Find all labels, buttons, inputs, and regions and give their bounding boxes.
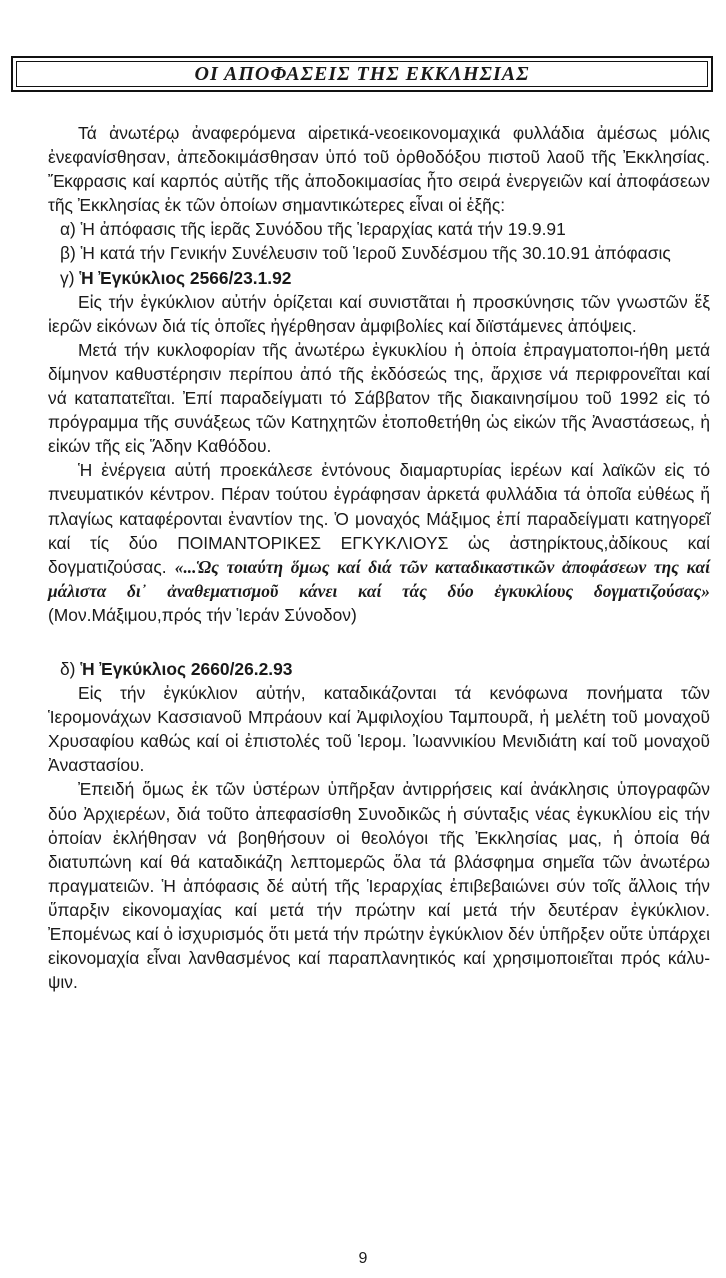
item-c [60,266,710,290]
item-d-prefix: δ) [60,658,81,679]
maximus-quote: «...Ὡς τοιαύτη ὅμως καί διά τῶν καταδικαστικῶν ἀποφάσεων της καί μάλιστα δι᾽ ἀναθεματισμοῦ κάνει καί τάς δύο ἐγκυκλίους δογματιζούσας» [48,556,710,601]
item-c-heading: Ἡ Ἐγκύκλιος 2566/23.1.92 [79,267,292,288]
page-number: 9 [358,1250,368,1267]
paragraph-d1: Εἰς τήν ἐγκύκλιον αὐτήν, καταδικάζονται τά κενόφωνα πονήματα τῶν Ἱερομονάχων Κασσιανοῦ Μπράουν καί Ἀμφιλοχίου Ταμπουρᾶ, ἡ μελέτη τοῦ μοναχοῦ Χρυσαφίου καθώς καί οἱ ἐπιστολές τοῦ Ἱερομ. Ἰωαννικίου Μενιδιάτη καί τοῦ μοναχοῦ Ἀναστασίου. [48,683,710,776]
item-b: β) Ἡ κατά τήν Γενικήν Συνέλευσιν τοῦ Ἱεροῦ Συνδέσμου τῆς 30.10.91 ἀπόφασις [60,243,671,264]
item-d [60,657,710,681]
item-a: α) Ἡ ἀπόφασις τῆς ἱερᾶς Συνόδου τῆς Ἱεραρχίας κατά τήν 19.9.91 [60,219,566,240]
paragraph-c2: Μετά τήν κυκλοφορίαν τῆς ἀνωτέρω ἐγκυκλίου ἡ ὁποία ἐπραγματοποι-ήθη μετά δίμηνον καθυστέρησιν περίπου ἀπό τῆς ἐκδόσεώς της, ἄρχισε νά περιφρονεῖται καί νά καταπατεῖται. Ἐπί παραδείγματι τό Σάββατον τῆς διακαινησίμου τοῦ 1992 εἰς τό πρόγραμμα τῆς συνάξεως τῶν Κατηχητῶν ἐτοποθετήθη ὡς εἰκών τῆς Ἀναστάσεως, ἡ εἰκών τῆς εἰς Ἅδην Καθόδου. [48,339,710,457]
paragraph-d2: Ἐπειδή ὅμως ἐκ τῶν ὑστέρων ὑπῆρξαν ἀντιρρήσεις καί ἀνάκλησις ὑπογραφῶν δύο Ἀρχιερέων, διά τοῦτο ἀπεφασίσθη Συνοδικῶς ἡ σύνταξις νέας ἐγκυκλίου εἰς τήν ὁποίαν ἐκλήθησαν νά βοηθήσουν οἱ θεολόγοι τῆς Ἐκκλησίας μας, ἡ ὁποία θά διατυπώνη καί θά καταδικάζη λεπτομερῶς ὅλα τά βλάσφημα σημεῖα τῶν ἀνωτέρω πραγματειῶν. Ἡ ἀπόφασις δέ αὐτή τῆς Ἱεραρχίας ἐπιβεβαιώνει σύν τοῖς ἄλλοις τήν ὕπαρξιν εἰκονομαχίας καί μετά τήν πρώτην καί μετά τήν δευτέραν ἐγκύκλιον. Ἐπομένως καί ὁ ἰσχυρισμός ὅτι μετά τήν πρώτην ἐγκύκλιον δέν ὑπῆρξεν οὔτε ὑπάρχει εἰκονομαχία εἶναι λανθασμένος καί παραπλανητικός καί χρησιμοποιεῖται πρός κάλυ-ψιν. [48,779,710,993]
item-d-heading: Ἡ Ἐγκύκλιος 2660/26.2.93 [80,658,293,679]
title-frame [11,56,713,92]
paragraph-c3 [48,458,710,627]
paragraph-c3-start: Ἡ ἐνέργεια αὐτή προεκάλεσε ἐντόνους διαμαρτυρίας ἱερέων καί λαϊκῶν εἰς τό πνευματικόν κέντρον. Πέραν τούτου ἐγράφησαν ἀρκετά φυλλάδια τά ὁποῖα εὐθέως ἤ πλαγίως καταφέρονται ἐναντίον της. Ὁ μοναχός Μάξιμος ἐπί παραδείγματι κατηγορεῖ καί τίς δύο ΠΟΙΜΑΝΤΟΡΙΚΕΣ ΕΓΚΥΚΛΙΟΥΣ ὡς ἀστηρίκτους,ἀδίκους καί δογματιζούσας. [48,460,710,577]
paragraph-c3-end: (Μον.Μάξιμου,πρός τήν Ἱεράν Σύνοδον) [48,604,357,625]
intro-paragraph: Τά ἀνωτέρῳ ἀναφερόμενα αἱρετικά-νεοεικονομαχικά φυλλάδια ἀμέσως μόλις ἐνεφανίσθησαν, ἀπεδοκιμάσθησαν ὑπό τοῦ ὀρθοδόξου πιστοῦ λαοῦ τῆς Ἐκκλησίας. Ἔκφρασις καί καρπός αὐτῆς τῆς ἀποδοκιμασίας ἧτο σειρά ἐνεργειῶν καί ἀποφάσεων τῆς Ἐκκλησίας ἐκ τῶν ὁποίων σημαντικώτερες εἶναι οἱ ἑξῆς: [48,123,710,216]
section-gap [48,627,710,657]
page-title: ΟΙ ΑΠΟΦΑΣΕΙΣ ΤΗΣ ΕΚΚΛΗΣΙΑΣ [16,61,708,87]
paragraph-c1: Εἰς τήν ἐγκύκλιον αὐτήν ὁρίζεται καί συνιστᾶται ἡ προσκύνησις τῶν γνωστῶν ἕξ ἱερῶν εἰκόνων διά τίς ὁποῖες ἠγέρθησαν ἀμφιβολίες καί διϊστάμενες ἀπόψεις. [48,291,710,336]
item-c-prefix: γ) [60,267,80,288]
body-text [48,121,710,994]
